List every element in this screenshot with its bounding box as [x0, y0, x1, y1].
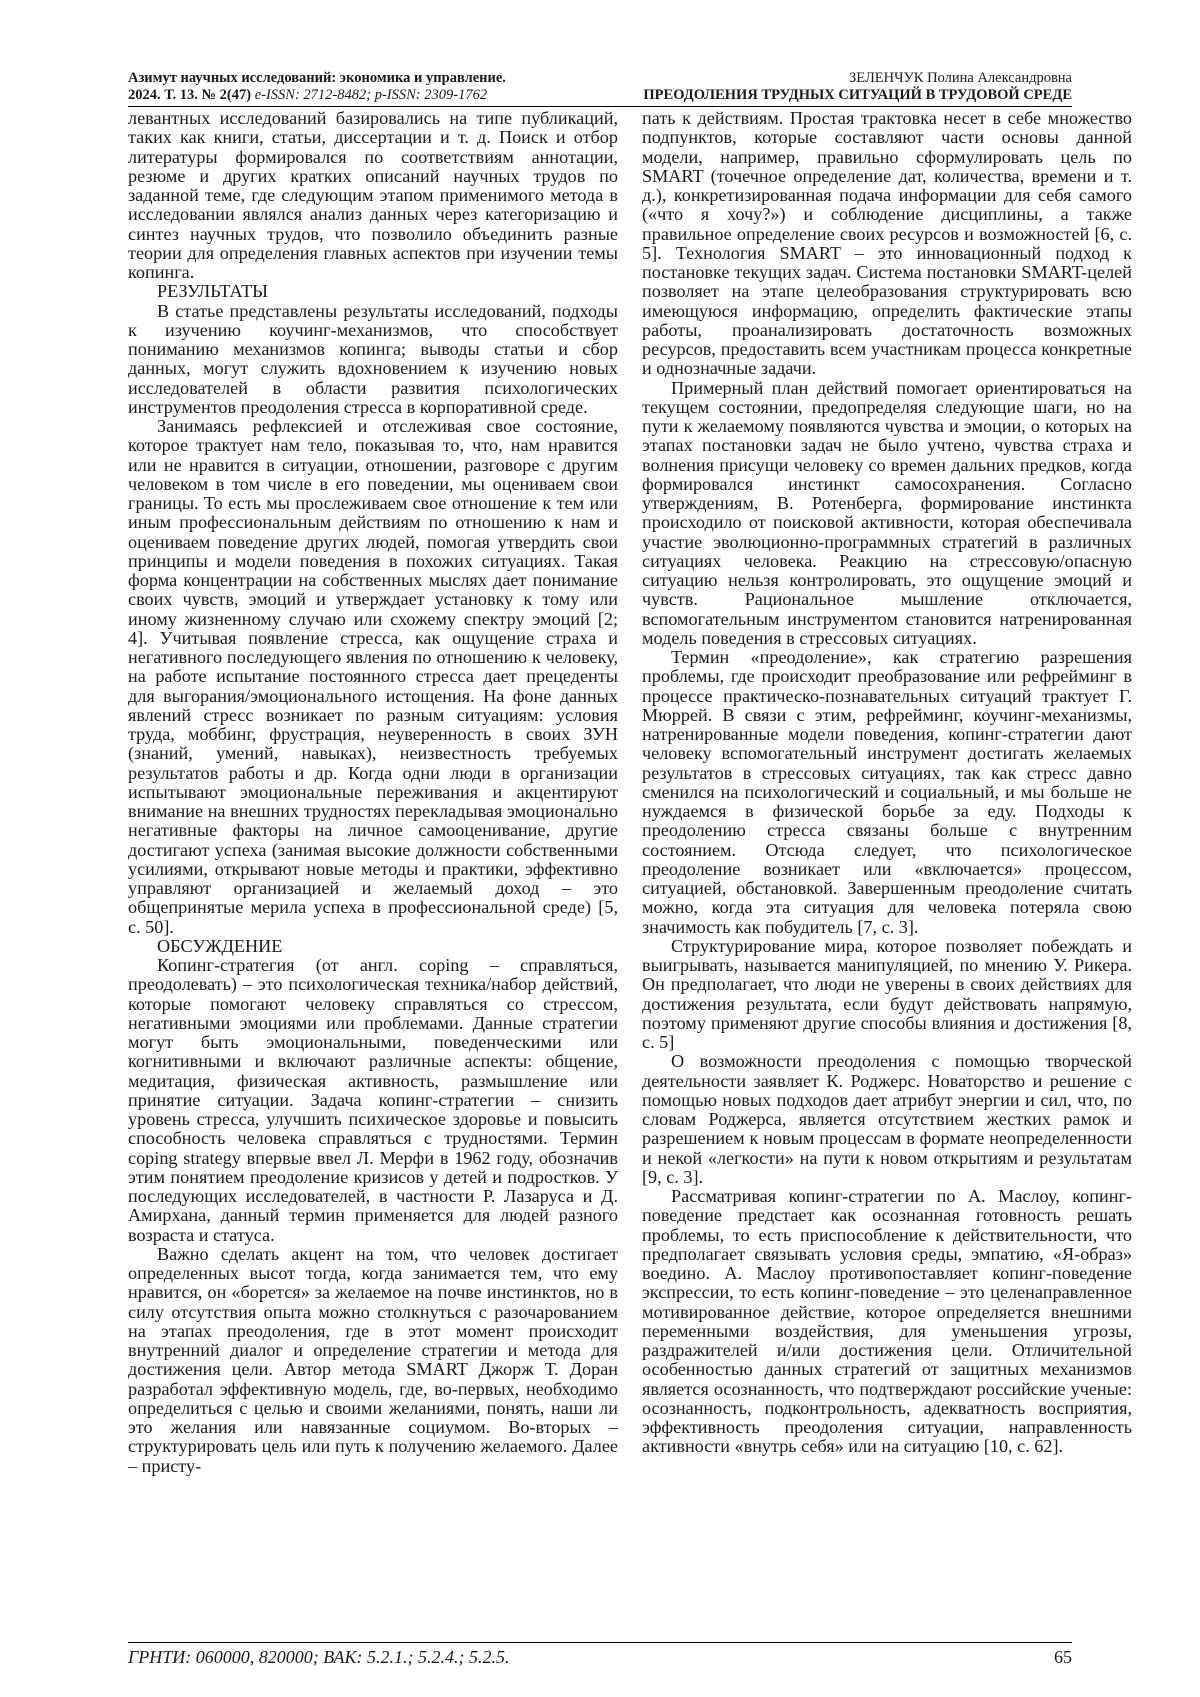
- paragraph: Важно сделать акцент на том, что человек достигает определенных высот тогда, когда занимается тем, что ему нравится, он «борется» за желаемое на почве инстинктов, но в силу отсутствия опыта можно столкнуться с разочарованием на этапах преодоления, где в этот момент происходит внутренний диалог и определение стратегии и метода для достижения цели. Автор метода SMART Джорж Т. Доран разработал эффективную модель, где, во-первых, необходимо определиться с целью и своими желаниями, понять, наши ли это желания или навязанные социумом. Во-вторых – структурировать цель или путь к получению желаемого. Далее – присту-: [128, 1243, 618, 1476]
- header-article-info: [552, 70, 1072, 104]
- article-title: ПРЕОДОЛЕНИЯ ТРУДНЫХ СИТУАЦИЙ В ТРУДОВОЙ СРЕДЕ: [643, 87, 1072, 103]
- paragraph: Примерный план действий помогает ориентироваться на текущем состоянии, предопределяя следующие шаги, но на пути к желаемому появляются чувства и эмоции, о которых на этапах постановки задач не было учтено, чувства страха и волнения присущи человеку со времен дальних предков, когда формировался инстинкт самосохранения. Согласно утверждениям, В. Ротенберга, формирование инстинкта происходило от поисковой активности, которая обеспечивала участие эволюционно-программных стратегий в различных ситуациях человека. Реакцию на стрессовую/опасную ситуацию нельзя контролировать, это ощущение эмоций и чувств. Рациональное мышление отключается, вспомогательным инструментом становится натренированная модель поведения в стрессовых ситуациях.: [642, 377, 1132, 648]
- journal-title: Азимут научных исследований: экономика и управление.: [128, 70, 506, 86]
- issue-volume: 2024. Т. 13. № 2: [128, 87, 227, 103]
- section-heading: ОБСУЖДЕНИЕ: [157, 935, 283, 956]
- paragraph: левантных исследований базировались на типе публикаций, таких как книги, статьи, диссертации и т. д. Поиск и отбор литературы формировался по соответствиям аннотации, резюме и других кратких описаний научных трудов по заданной теме, где следующим этапом применимого метода в исследовании являлся анализ данных через категоризацию и синтез научных трудов, что позволило объединить разные теории для определения главных аспектов при изучении темы копинга.: [128, 109, 618, 282]
- paragraph: Занимаясь рефлексией и отслеживая свое состояние, которое трактует нам тело, показывая то, что, нам нравится или не нравится в ситуации, отношении, разговоре с другим человеком в том числе в его поведении, мы оцениваем свои границы. То есть мы прослеживаем свое отношение к тем или иным профессиональным действиям по отношению к нам и оцениваем поведение других людей, помогая утвердить свои принципы и модели поведения в похожих ситуациях. Такая форма концентрации на собственных мыслях дает понимание своих чувств, эмоций и утверждает установку к тому или иному жизненному случаю или схожему спектру эмоций [2; 4]. Учитывая появление стресса, как ощущение страха и негативного последующего явления по отношению к человеку, на работе испытание постоянного стресса дает прецеденты для выгорания/эмоционального истощения. На фоне данных явлений стресс возникает по разным ситуациям: условия труда, моббинг, фрустрация, неуверенность в своих ЗУН (знаний, умений, навыках), неизвестность требуемых результатов работы и др. Когда одни люди в организации испытывают эмоциональные переживания и акцентируют внимание на внешних трудностях перекладывая эмоционально негативные факторы на личное самооценивание, другие достигают успеха (занимая высокие должности собственными усилиями, открывают новые методы и практики, эффективно управляют организацией и желаемый доход – это общепринятые мерила успеха в профессиональной среде) [5, с. 50].: [128, 416, 618, 937]
- paragraph: О возможности преодоления с помощью творческой деятельности заявляет К. Роджерс. Новаторство и решение с помощью новых подходов дает атрибут энергии и сил, что, по словам Роджерса, является отсутствием жестких рамок и разрешением к новым процессам в формате неопределенности и некой «легкости» на пути к новом открытиям и результатам [9, с. 3].: [642, 1051, 1132, 1187]
- page-number: 65: [1054, 1647, 1072, 1667]
- paragraph: пать к действиям. Простая трактовка несет в себе множество подпунктов, которые составляют части основы данной модели, например, правильно сформулировать цель по SMART (точечное определение дат, количества, времени и т. д.), конкретизированная подача информации для себя самого («что я хочу?») и соблюдение дисциплины, а также правильное определение своих ресурсов и возможностей [6, с. 5]. Технология SMART – это инновационный подход к постановке текущих задач. Система постановки SMART-целей позволяет на этапе целеобразования структурировать всю имеющуюся информацию, определить фактические этапы работы, проанализировать достаточность возможных ресурсов, предоставить всем участникам процесса конкретные и однозначные задачи.: [642, 109, 1132, 379]
- paragraph: Термин «преодоление», как стратегию разрешения проблемы, где происходит преобразование или рефрейминг в процессе практическо-познавательных ситуаций трактует Г. Мюррей. В связи с этим, рефрейминг, коучинг-механизмы, натренированные модели поведения, копинг-стратегии дают человеку вспомогательный инструмент достигать желаемых результатов в стрессовых ситуациях, так как стресс давно сменился на психологический и социальный, и мы больше не нуждаемся в физической борьбе за еду. Подходы к преодолению стресса связаны больше с внутренним состоянием. Отсюда следует, что психологическое преодоление возникает или «включается» процессом, ситуацией, обстановкой. Завершенным преодоление считать можно, когда эта ситуация для человека потеряла свою значимость как побудитель [7, с. 3].: [642, 647, 1132, 937]
- left-column: [128, 109, 618, 1642]
- author-name: ЗЕЛЕНЧУК Полина Александровна: [849, 70, 1072, 86]
- paragraph: Копинг-стратегия (от англ. coping – справляться, преодолевать) – это психологическая техника/набор действий, которые помогают человеку справляться со стрессом, негативными эмоциями или проблемами. Данные стратегии могут быть эмоциональными, поведенческими или когнитивными и включают различные аспекты: общение, медитация, физическая активность, размышление или принятие ситуации. Задача копинг-стратегии – снизить уровень стресса, улучшить психическое здоровье и повысить способность человека справляться с трудностями. Термин coping strategy впервые ввел Л. Мерфи в 1962 году, обозначив этим понятием преодоление кризисов у детей и подростков. У последующих исследователей, в частности Р. Лазаруса и Д. Амирхана, данный термин применяется для людей разного возраста и статуса.: [128, 955, 618, 1245]
- paragraph: Рассматривая копинг-стратегии по А. Маслоу, копинг-поведение предстает как осознанная готовность решать проблемы, то есть приспособление к действительности, что предполагает связывать условия среды, эмпатию, «Я-образ» воедино. А. Маслоу противопоставляет копинг-поведение экспрессии, то есть копинг-поведение – это целенаправленное мотивированное действие, которое определяется внешними переменными воздействия, для уменьшения угрозы, раздражителей и/или достижения цели. Отличительной особенностью данных стратегий от защитных механизмов является осознанность, что подтверждают российские ученые: осознанность, подконтрольность, адекватность восприятия, эффективность преодоления ситуации, направленность активности «внутрь себя» или на ситуацию [10, с. 62].: [642, 1186, 1132, 1457]
- paragraph: Структурирование мира, которое позволяет побеждать и выигрывать, называется манипуляцией, по мнению У. Рикера. Он предполагает, что люди не уверены в своих действиях для достижения результата, если будут действовать напрямую, поэтому применяют другие способы влияния и достижения [8, с. 5]: [642, 935, 1132, 1052]
- issn: e-ISSN: 2712-8482; p-ISSN: 2309-1762: [251, 87, 488, 103]
- section-heading: РЕЗУЛЬТАТЫ: [157, 281, 269, 302]
- paragraph: В статье представлены результаты исследований, подходы к изучению коучинг-механизмов, что способствует пониманию механизмов копинга; выводы статьи и сбор данных, могут служить вдохновением к изучению новых исследователей в области развития психологических инструментов преодоления стресса в корпоративной среде.: [128, 300, 618, 417]
- issue-number: (47): [226, 87, 252, 103]
- footer-divider: [128, 1642, 1072, 1643]
- journal-issue: [128, 87, 487, 103]
- header-divider: [128, 106, 1072, 107]
- right-column: [642, 109, 1132, 1642]
- footer-classification: ГРНТИ: 060000, 820000; ВАК: 5.2.1.; 5.2.4.; 5.2.5.: [128, 1647, 510, 1667]
